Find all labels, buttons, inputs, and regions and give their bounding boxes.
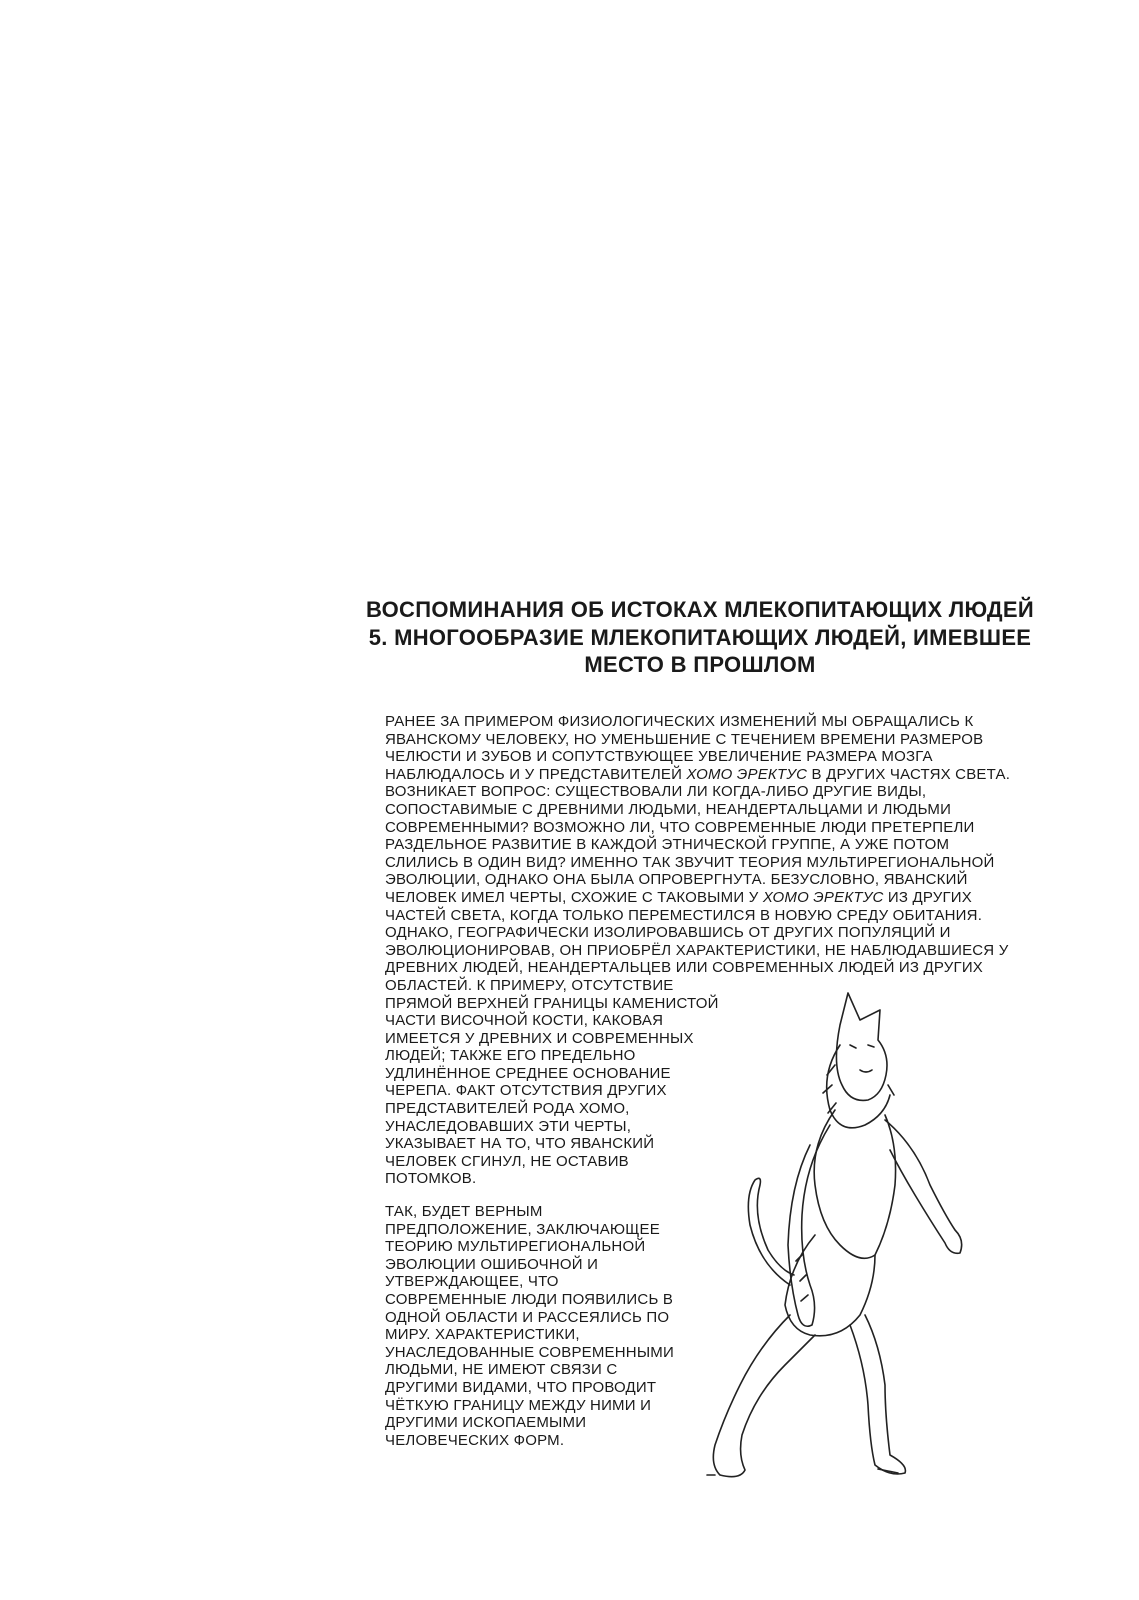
text-segment: ИЗ ДРУГИХ: [883, 888, 972, 906]
text-line: [385, 836, 1010, 854]
italic-term: ХОМО ЭРЕКТУС: [686, 765, 808, 783]
text-line: [385, 1432, 674, 1450]
text-line: [385, 1291, 674, 1309]
text-segment: ЧЕРЕПА. ФАКТ ОТСУТСТВИЯ ДРУГИХ: [385, 1082, 667, 1100]
text-segment: ЯВАНСКОМУ ЧЕЛОВЕКУ, НО УМЕНЬШЕНИЕ С ТЕЧЕНИЕМ ВРЕМЕНИ РАЗМЕРОВ: [385, 730, 984, 748]
text-segment: МИРУ. ХАРАКТЕРИСТИКИ,: [385, 1326, 580, 1344]
text-line: [385, 1309, 674, 1327]
text-segment: УТВЕРЖДАЮЩЕЕ, ЧТО: [385, 1273, 559, 1291]
text-line: [385, 801, 1010, 819]
text-segment: ОБЛАСТЕЙ. К ПРИМЕРУ, ОТСУТСТВИЕ: [385, 976, 674, 994]
creature-illustration: [690, 985, 990, 1495]
paragraph-2: [385, 1203, 674, 1449]
text-line: [385, 748, 1010, 766]
text-segment: В ДРУГИХ ЧАСТЯХ СВЕТА.: [807, 765, 1011, 783]
text-segment: ЭВОЛЮЦИИ ОШИБОЧНОЙ И: [385, 1255, 599, 1273]
text-segment: УКАЗЫВАЕТ НА ТО, ЧТО ЯВАНСКИЙ: [385, 1135, 655, 1153]
text-segment: ЧЕЛОВЕЧЕСКИХ ФОРМ.: [385, 1431, 565, 1449]
text-segment: ДРУГИМИ ВИДАМИ, ЧТО ПРОВОДИТ: [385, 1378, 657, 1396]
italic-term: ХОМО ЭРЕКТУС: [762, 888, 884, 906]
text-segment: СОПОСТАВИМЫЕ С ДРЕВНИМИ ЛЮДЬМИ, НЕАНДЕРТАЛЬЦАМИ И ЛЮДЬМИ: [385, 800, 952, 818]
text-segment: ПРЕДСТАВИТЕЛЕЙ РОДА ХОМО,: [385, 1100, 630, 1118]
text-segment: ДРУГИМИ ИСКОПАЕМЫМИ: [385, 1414, 587, 1432]
text-line: [385, 1379, 674, 1397]
text-segment: СЛИЛИСЬ В ОДИН ВИД? ИМЕННО ТАК ЗВУЧИТ ТЕОРИЯ МУЛЬТИРЕГИОНАЛЬНОЙ: [385, 853, 995, 871]
title-line: МЕСТО В ПРОШЛОМ: [584, 652, 816, 677]
text-line: [385, 1273, 674, 1291]
text-line: [385, 907, 1010, 925]
text-line: [385, 871, 1010, 889]
text-segment: ЧЕЛОВЕК ИМЕЛ ЧЕРТЫ, СХОЖИЕ С ТАКОВЫМИ У: [385, 888, 763, 906]
text-segment: УДЛИНЁННОЕ СРЕДНЕЕ ОСНОВАНИЕ: [385, 1064, 671, 1082]
text-line: [385, 1397, 674, 1415]
text-segment: ТАК, БУДЕТ ВЕРНЫМ: [385, 1203, 543, 1220]
text-segment: НАБЛЮДАЛОСЬ И У ПРЕДСТАВИТЕЛЕЙ: [385, 765, 687, 783]
text-line: [385, 1238, 674, 1256]
text-segment: ПОТОМКОВ.: [385, 1170, 477, 1188]
text-line: [385, 1326, 674, 1344]
text-line: [385, 1221, 674, 1239]
text-segment: ОДНОЙ ОБЛАСТИ И РАССЕЯЛИСЬ ПО: [385, 1308, 670, 1326]
text-segment: СОВРЕМЕННЫМИ? ВОЗМОЖНО ЛИ, ЧТО СОВРЕМЕННЫЕ ЛЮДИ ПРЕТЕРПЕЛИ: [385, 818, 975, 836]
text-segment: ПРЕДПОЛОЖЕНИЕ, ЗАКЛЮЧАЮЩЕЕ: [385, 1220, 660, 1238]
text-line: [385, 713, 1010, 731]
text-segment: ЛЮДЕЙ; ТАКЖЕ ЕГО ПРЕДЕЛЬНО: [385, 1047, 636, 1065]
text-segment: ПРЯМОЙ ВЕРХНЕЙ ГРАНИЦЫ КАМЕНИСТОЙ: [385, 994, 719, 1012]
text-segment: ЧЕЛЮСТИ И ЗУБОВ И СОПУТСТВУЮЩЕЕ УВЕЛИЧЕНИЕ РАЗМЕРА МОЗГА: [385, 748, 933, 766]
text-line: [385, 1414, 674, 1432]
text-segment: ЧЁТКУЮ ГРАНИЦУ МЕЖДУ НИМИ И: [385, 1396, 652, 1414]
text-segment: ВОЗНИКАЕТ ВОПРОС: СУЩЕСТВОВАЛИ ЛИ КОГДА-ЛИБО ДРУГИЕ ВИДЫ,: [385, 783, 927, 801]
text-segment: ЧАСТИ ВИСОЧНОЙ КОСТИ, КАКОВАЯ: [385, 1012, 664, 1030]
text-line: [385, 924, 1010, 942]
text-segment: СОВРЕМЕННЫЕ ЛЮДИ ПОЯВИЛИСЬ В: [385, 1290, 674, 1308]
text-segment: РАНЕЕ ЗА ПРИМЕРОМ ФИЗИОЛОГИЧЕСКИХ ИЗМЕНЕНИЙ МЫ ОБРАЩАЛИСЬ К: [385, 713, 974, 730]
text-line: [385, 1203, 674, 1221]
text-line: [385, 731, 1010, 749]
text-segment: РАЗДЕЛЬНОЕ РАЗВИТИЕ В КАЖДОЙ ЭТНИЧЕСКОЙ ГРУППЕ, А УЖЕ ПОТОМ: [385, 836, 950, 854]
text-line: [385, 1344, 674, 1362]
text-segment: ИМЕЕТСЯ У ДРЕВНИХ И СОВРЕМЕННЫХ: [385, 1029, 694, 1047]
text-line: [385, 959, 1010, 977]
text-segment: ТЕОРИЮ МУЛЬТИРЕГИОНАЛЬНОЙ: [385, 1238, 646, 1256]
title-line: 5. МНОГООБРАЗИЕ МЛЕКОПИТАЮЩИХ ЛЮДЕЙ, ИМЕВШЕЕ: [368, 624, 1032, 650]
text-line: [385, 819, 1010, 837]
title-line: ВОСПОМИНАНИЯ ОБ ИСТОКАХ МЛЕКОПИТАЮЩИХ ЛЮДЕЙ: [366, 597, 1034, 622]
text-segment: ЭВОЛЮЦИОНИРОВАВ, ОН ПРИОБРЁЛ ХАРАКТЕРИСТИКИ, НЕ НАБЛЮДАВШИЕСЯ У: [385, 941, 1009, 959]
text-line: [385, 766, 1010, 784]
text-line: [385, 1361, 674, 1379]
text-segment: УНАСЛЕДОВАВШИХ ЭТИ ЧЕРТЫ,: [385, 1117, 632, 1135]
text-segment: ДРЕВНИХ ЛЮДЕЙ, НЕАНДЕРТАЛЬЦЕВ ИЛИ СОВРЕМЕННЫХ ЛЮДЕЙ ИЗ ДРУГИХ: [385, 959, 984, 977]
text-segment: ЧАСТЕЙ СВЕТА, КОГДА ТОЛЬКО ПЕРЕМЕСТИЛСЯ В НОВУЮ СРЕДУ ОБИТАНИЯ.: [385, 906, 983, 924]
text-segment: УНАСЛЕДОВАННЫЕ СОВРЕМЕННЫМИ: [385, 1343, 674, 1361]
text-line: [385, 942, 1010, 960]
text-segment: ОДНАКО, ГЕОГРАФИЧЕСКИ ИЗОЛИРОВАВШИСЬ ОТ ДРУГИХ ПОПУЛЯЦИЙ И: [385, 924, 951, 942]
text-segment: ЛЮДЬМИ, НЕ ИМЕЮТ СВЯЗИ С: [385, 1361, 618, 1379]
text-line: [385, 889, 1010, 907]
text-segment: ЭВОЛЮЦИИ, ОДНАКО ОНА БЫЛА ОПРОВЕРГНУТА. БЕЗУСЛОВНО, ЯВАНСКИЙ: [385, 871, 968, 889]
text-line: [385, 783, 1010, 801]
page-title: [330, 596, 1070, 679]
text-line: [385, 854, 1010, 872]
text-line: [385, 1256, 674, 1274]
text-segment: ЧЕЛОВЕК СГИНУЛ, НЕ ОСТАВИВ: [385, 1152, 629, 1170]
